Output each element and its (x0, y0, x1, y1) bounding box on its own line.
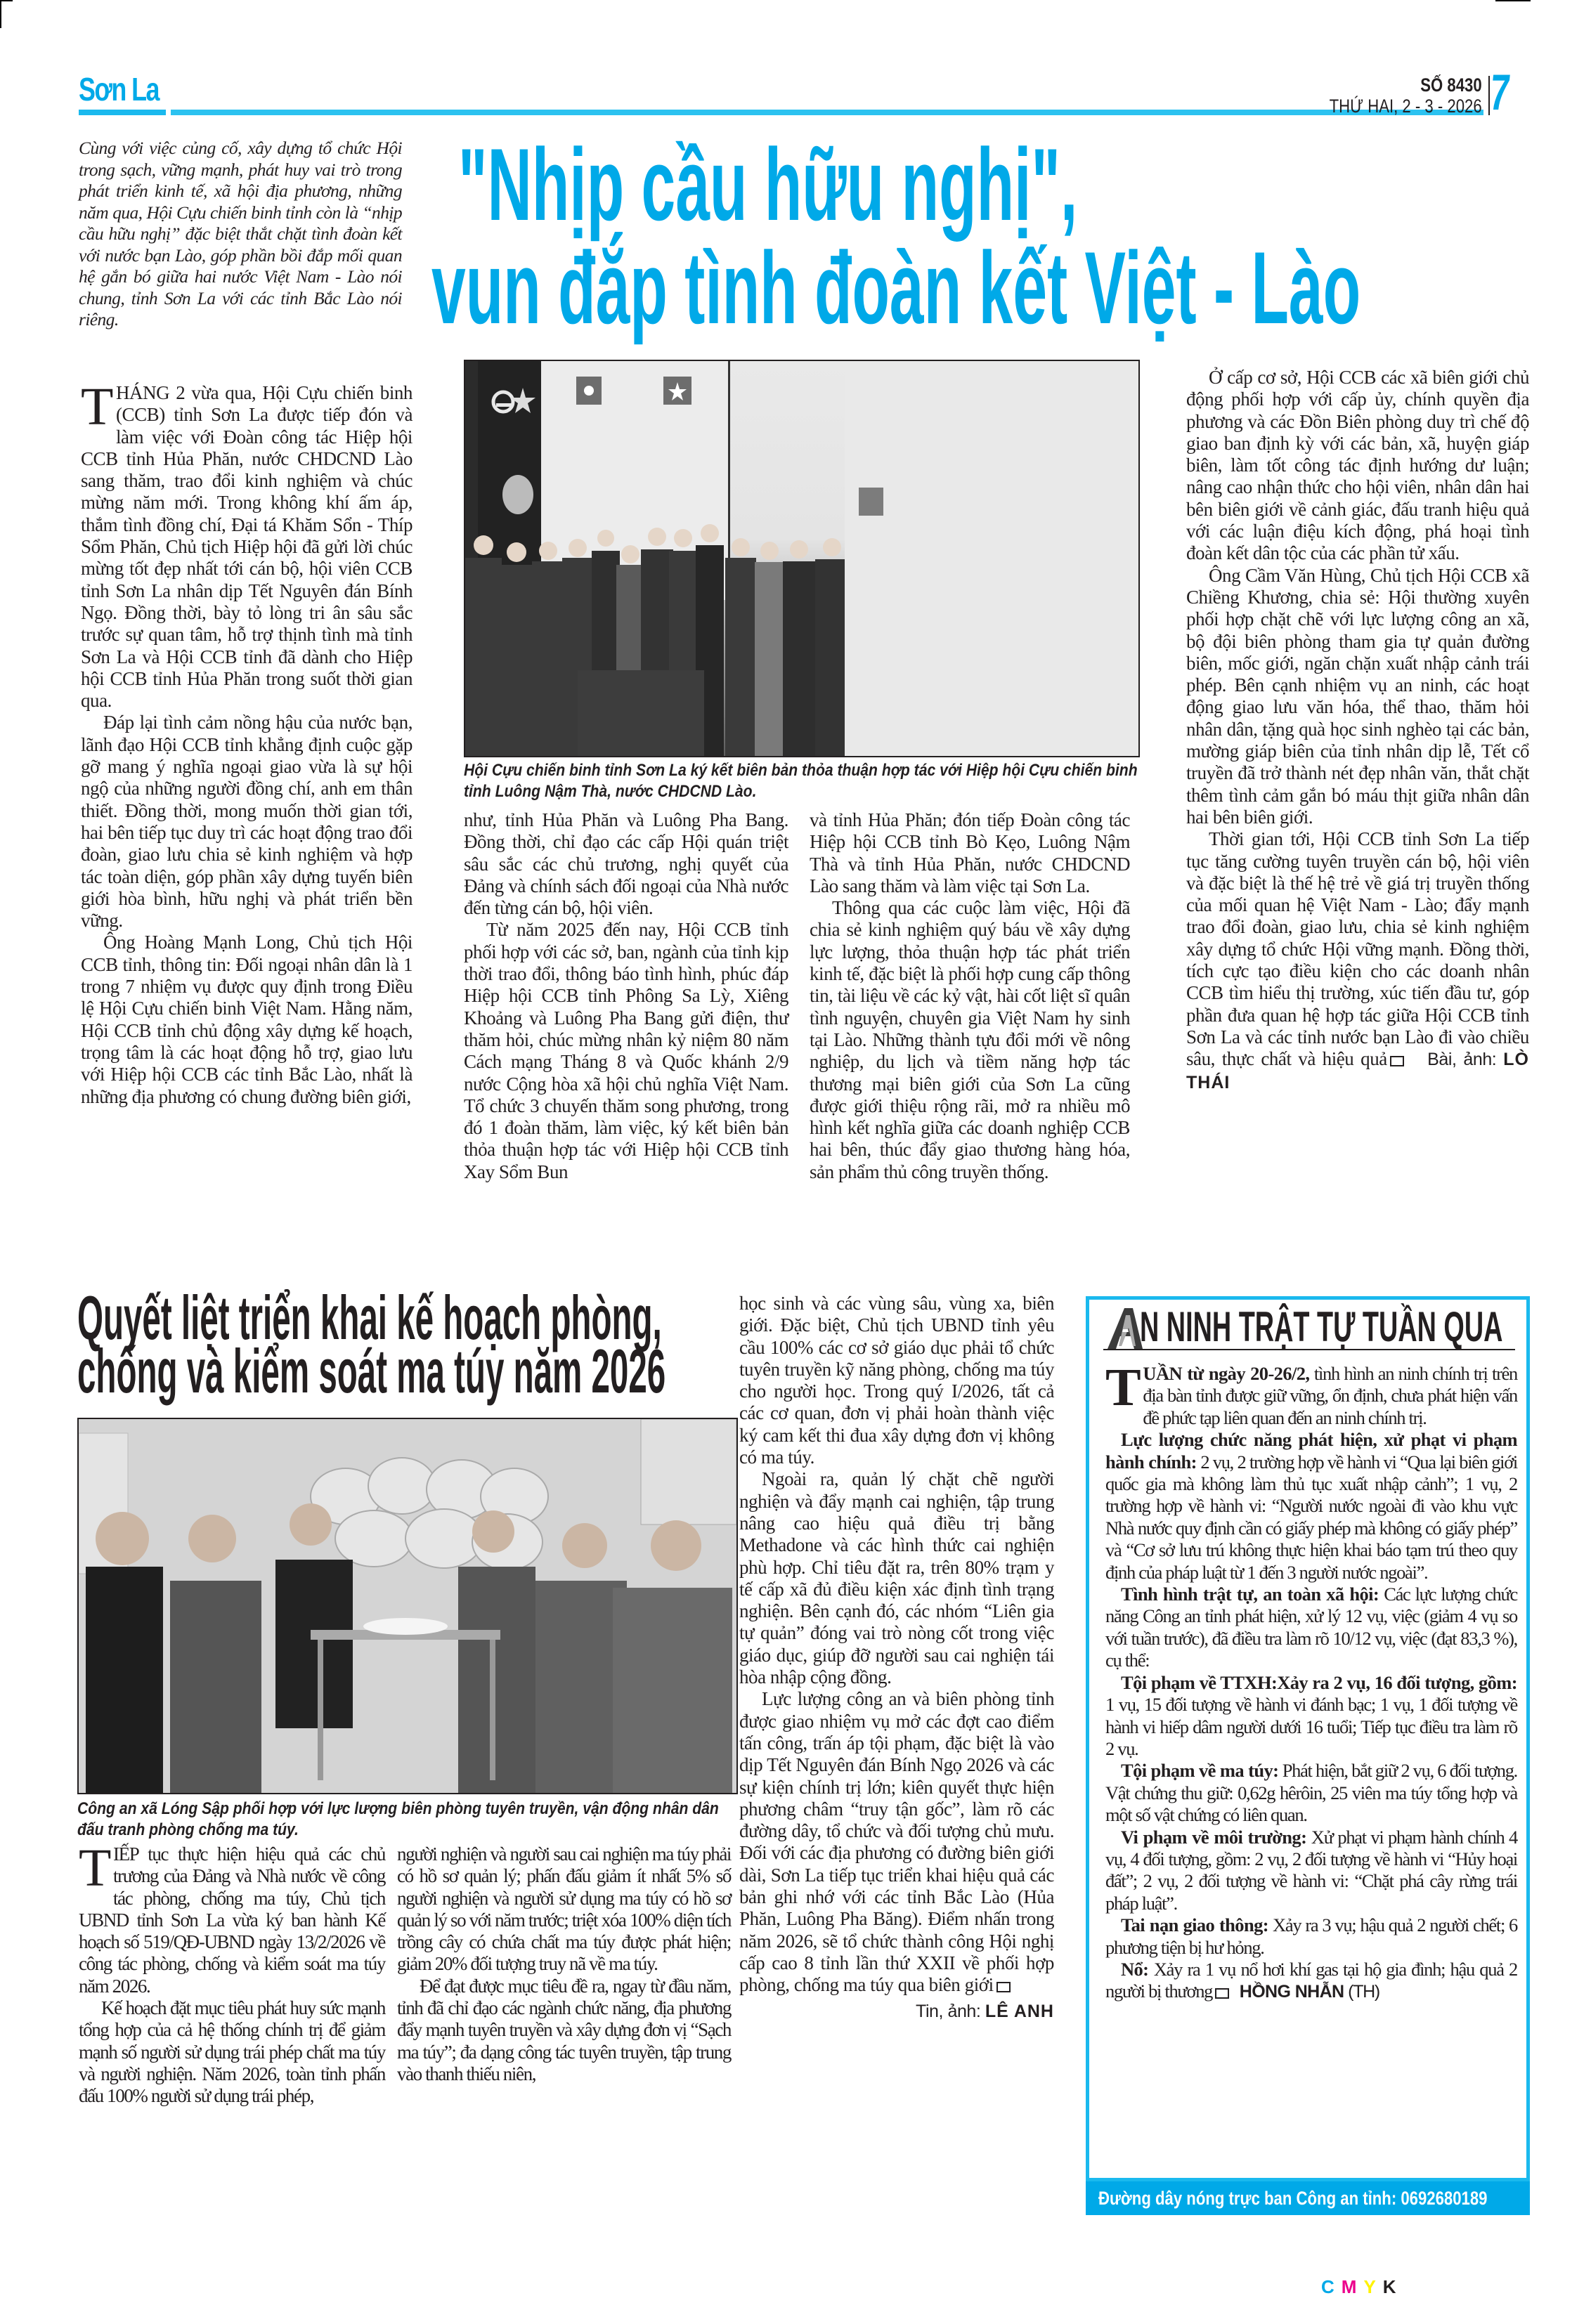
drug-article-headline (77, 1283, 666, 1406)
byline-label: Bài, ảnh: (1427, 1050, 1497, 1070)
main-article-column-1 (81, 377, 413, 1108)
security-box-title: N NINH TRẬT TỰ TUẦN QUA (1140, 1303, 1503, 1350)
paragraph: tình hình an ninh chính trị trên địa bàn tỉnh được giữ vững, ổn định, chưa phát hiện vấn đề phức tạp liên quan đến an ninh chính trị. (1143, 1363, 1518, 1428)
paragraph: IẾP tục thực hiện hiệu quả các chủ trương của Đảng và Nhà nước về công tác phòng, chống ma túy, Chủ tịch UBND tỉnh Sơn La vừa ký ban hành Kế hoạch số 519/QĐ-UBND ngày 13/2/2026 về công tác phòng, chống và kiểm soát ma túy năm 2026. (79, 1843, 385, 1997)
report-item-text: 2 vụ, 2 trường hợp về hành vi “Qua lại biên giới quốc gia mà không làm thủ tục xuất nhập cảnh”; 1 vụ, 2 trường hợp về hành vi: “Người nước ngoài đi vào khu vực Nhà nước quy định cần có giấy phép mà không có giấy phép” và “Cơ sở lưu trú không thực hiện khai báo tạm trú theo quy định của pháp luật từ 1 đến 3 người nước ngoài”. (1105, 1451, 1517, 1583)
photo-illustration (79, 1419, 736, 1793)
paragraph: Ông Hoàng Mạnh Long, Chủ tịch Hội CCB tỉnh, thông tin: Đối ngoại nhân dân là 1 trong 7 nhiệm vụ được quy định trong Điều lệ Hội Cựu chiến binh Việt Nam. Hằng năm, Hội CCB tỉnh chủ động xây dựng kế hoạch, trọng tâm là các hoạt động hỗ trợ, giao lưu với Hiệp hội CCB các tỉnh Bắc Lào, nhất là những địa phương có chung đường biên giới, (81, 932, 413, 1107)
main-article-column-3 (810, 809, 1130, 1183)
paragraph: người nghiện và người sau cai nghiện ma túy phải có hồ sơ quản lý; phấn đấu giảm ít nhất 5% số người nghiện và người sử dụng ma túy có hồ sơ quản lý so với năm trước; triệt xóa 100% diện tích trồng cây có chứa chất ma túy được phát hiện; giảm 20% đối tượng truy nã về ma túy. (397, 1843, 731, 1975)
drop-cap: T (81, 377, 113, 436)
hotline-text: Đường dây nóng trực ban Công an tỉnh: 0692680189 (1098, 2188, 1488, 2209)
issue-date: THỨ HAI, 2 - 3 - 2026 (1329, 96, 1482, 117)
hotline-banner (1086, 2181, 1530, 2215)
report-item (1105, 1760, 1517, 1826)
main-article-column-2 (464, 809, 788, 1183)
article-sapo: Cùng với việc củng cố, xây dựng tổ chức Hội trong sạch, vững mạnh, phát huy vai trò trong phát triển kinh tế, xã hội địa phương, những năm qua, Hội Cựu chiến binh tỉnh còn là “nhịp cầu hữu nghị” đặc biệt thắt chặt tình đoàn kết với nước bạn Lào, góp phần bồi đắp mối quan hệ gắn bó giữa hai nước Việt Nam - Lào nói chung, tỉnh Sơn La với các tỉnh Bắc Lào nói riêng. (79, 138, 402, 329)
end-mark-icon (1390, 1056, 1404, 1066)
main-headline-line2: vun đắp tình đoàn kết Việt - Lào (431, 230, 1361, 345)
report-item (1105, 1672, 1517, 1761)
issue-info (1330, 74, 1482, 117)
drug-headline-line1: Quyết liệt triển khai kế hoạch phòng, (77, 1283, 662, 1352)
paragraph: như, tỉnh Hủa Phăn và Luông Pha Bang. Đồng thời, chỉ đạo các cấp Hội quán triệt sâu sắc các chủ trương, nghị quyết của Đảng và chính sách đối ngoại của Nhà nước đến từng cán bộ, hội viên. (464, 809, 788, 919)
paragraph: Lực lượng công an và biên phòng tỉnh được giao nhiệm vụ mở các đợt cao điểm tấn công, trấn áp tội phạm, đặc biệt là vào dịp Tết Nguyên đán Bính Ngọ 2026 và các sự kiện chính trị lớn; kiên quyết thực hiện phương châm “truy tận gốc”, làm rõ các đường dây, tổ chức và đối tượng chủ mưu. Đối với các địa phương có đường biên giới dài, Sơn La tiếp tục triển khai hiệu quả các bản ghi nhớ với các tỉnh Bắc Lào (Hủa Phăn, Luông Pha Băng). Điểm nhấn trong năm 2026, sẽ tổ chức thành công Hội nghị cấp cao 8 tỉnh lần thứ XXII về phối hợp phòng, chống ma túy qua biên giới (739, 1688, 1054, 1996)
main-article-column-4 (1186, 367, 1529, 1094)
signing-ceremony-photo (464, 360, 1140, 757)
paragraph: Thời gian tới, Hội CCB tỉnh Sơn La tiếp tục tăng cường tuyên truyền cán bộ, hội viên và đặc biệt là thế hệ trẻ về giá trị truyền thống của mối quan hệ Việt Nam - Lào; đẩy mạnh trao đổi đoàn, giao lưu, chia sẻ kinh nghiệm xây dựng tổ chức Hội vững mạnh. Đồng thời, tích cực tạo điều kiện cho các doanh nhân CCB tìm hiểu thị trường, xúc tiến đầu tư, góp phần đưa quan hệ hợp tác giữa Hội CCB tỉnh Sơn La và các tỉnh nước bạn Lào đi vào chiều sâu, thực chất và hiệu quả (1186, 828, 1529, 1070)
cmyk-y: Y (1363, 2276, 1383, 2297)
header-rule-short (79, 110, 166, 115)
laos-flag (576, 377, 602, 405)
byline (739, 2001, 1054, 2023)
drug-headline-line2: chống và kiểm soát ma túy năm 2026 (77, 1336, 666, 1406)
bust-statue (502, 475, 533, 514)
drug-article-column-1 (79, 1839, 385, 2108)
photo-illustration (465, 361, 1138, 756)
drug-prevention-photo (77, 1418, 738, 1794)
paragraph: Để đạt được mục tiêu đề ra, ngay từ đầu năm, tỉnh đã chỉ đạo các ngành chức năng, địa phương đẩy mạnh tuyên truyền và xây dựng đơn vị “Sạch ma túy”; đa dạng công tác tuyên truyền, tập trung vào thanh thiếu niên, (397, 1975, 731, 2084)
crop-mark (1495, 0, 1531, 1)
cmyk-k: K (1382, 2276, 1403, 2297)
report-item-text: Xảy ra 3 vụ; hậu quả 2 người chết; 6 phương tiện bị hư hỏng. (1105, 1914, 1518, 1958)
report-item (1105, 1429, 1517, 1584)
end-mark-icon (996, 1982, 1011, 1992)
report-item (1105, 1827, 1517, 1915)
report-item (1105, 1914, 1517, 1959)
paragraph: Thông qua các cuộc làm việc, Hội đã chia sẻ kinh nghiệm quý báu về xây dựng lực lượng, thỏa thuận hợp tác phát triển kinh tế, đặc biệt là phối hợp cung cấp thông tin, tài liệu về các kỷ vật, hài cốt liệt sĩ quân tình nguyện, chuyên gia Việt Nam hy sinh tại Lào. Những thành tựu đổi mới về nông nghiệp, du lịch và tiềm năng hợp tác thương mại biên giới của Sơn La cũng được giới thiệu rộng rãi, mở ra nhiều mô hình kết nghĩa giữa các doanh nghiệp CCB hai bên, thúc đẩy giao thương hàng hóa, sản phẩm thủ công truyền thống. (810, 897, 1130, 1182)
paragraph: HÁNG 2 vừa qua, Hội Cựu chiến binh (CCB) tỉnh Sơn La được tiếp đón và làm việc với Đoàn công tác Hiệp hội CCB tỉnh Hủa Phăn, nước CHDCND Lào sang thăm, trao đổi kinh nghiệm và chúc mừng năm mới. Trong không khí ấm áp, thắm tình đồng chí, Đại tá Khăm Sổn - Thíp Sổm Phăn, Chủ tịch Hiệp hội đã gửi lời chúc mừng tốt đẹp nhất tới cán bộ, hội viên CCB tỉnh Sơn La nhân dịp Tết Nguyên đán Bính Ngọ. Đồng thời, bày tỏ lòng tri ân sâu sắc trước sự quan tâm, hỗ trợ thịnh tình mà tỉnh Sơn La và Hội CCB tỉnh đã dành cho Hiệp hội CCB tỉnh Hủa Phăn trong suốt thời gian qua. (81, 382, 413, 712)
paragraph: Kế hoạch đặt mục tiêu phát huy sức mạnh tổng hợp của cả hệ thống chính trị để giảm mạnh số người sử dụng trái phép chất ma túy và người nghiện. Năm 2026, toàn tỉnh phấn đấu 100% người sử dụng trái phép, (79, 1997, 385, 2107)
report-item-text: 1 vụ, 15 đối tượng về hành vi đánh bạc; 1 vụ, 1 đối tượng về hành vi hiếp dâm người dưới 16 tuổi; Tiếp tục điều tra làm rõ 2 vụ. (1105, 1694, 1517, 1759)
crop-mark (0, 0, 13, 1)
report-item (1105, 1959, 1517, 2004)
byline (1240, 1982, 1379, 2002)
report-item-text: Các lực lượng chức năng Công an tỉnh phát hiện, xử lý 12 vụ, việc (giảm 4 vụ so với tuần trước), đã điều tra làm rõ 10/12 vụ, việc (đạt 83,3 %), cụ thể: (1105, 1584, 1517, 1671)
byline-author: HỒNG NHẪN (1239, 1982, 1344, 2002)
drop-cap: T (1105, 1358, 1141, 1417)
report-item-label: Tình hình trật tự, an toàn xã hội: (1121, 1584, 1379, 1605)
report-item-text: Xảy ra 1 vụ nổ hơi khí gas tại hộ gia đình; hậu quả 2 người bị thương (1105, 1958, 1517, 2002)
paragraph: Từ năm 2025 đến nay, Hội CCB tỉnh phối hợp với các sở, ban, ngành của tỉnh kịp thời trao đổi, thông báo tình hình, phúc đáp Hiệp hội CCB tỉnh Phông Sa Lỳ, Xiêng Khoảng và Luông Pha Bang gửi điện, thư thăm hỏi, chúc mừng nhân kỷ niệm 80 năm Cách mạng Tháng 8 và Quốc khánh 2/9 nước Cộng hòa xã hội chủ nghĩa Việt Nam. Tổ chức 3 chuyến thăm song phương, trong đó 1 đoàn thăm, làm việc, ký kết biên bản thỏa thuận hợp tác với Hiệp hội CCB tỉnh Xay Sổm Bun (464, 919, 788, 1182)
header-rule-long (171, 110, 1483, 115)
cmyk-registration (1321, 2276, 1403, 2298)
drug-photo-caption: Công an xã Lóng Sập phối hợp với lực lượng biên phòng tuyên truyền, vận động nhân dân đấu tranh phòng chống ma túy. (77, 1799, 719, 1839)
vietnam-flag (663, 377, 691, 405)
report-item-label: Nổ: (1121, 1958, 1149, 1980)
report-item (1105, 1584, 1517, 1672)
report-item-text: Phát hiện, bắt giữ 2 vụ, 6 đối tượng. Vật chứng thu giữ: 0,62g hêrôin, 25 viên ma túy tổng hợp và một số vật chứng có liên quan. (1105, 1760, 1517, 1826)
report-item-label: Vi phạm về môi trường: (1121, 1826, 1307, 1848)
report-item-text: Xử phạt vi phạm hành chính 4 vụ, 4 đối tượng, gồm: 2 vụ, 2 đối tượng về hành vi “Hủy hoại đất”; 2 vụ, 2 đối tượng về hành vi: “Chặt phá cây rừng trái pháp luật”. (1105, 1826, 1517, 1914)
byline-author: LÊ ANH (985, 2001, 1054, 2021)
report-item-label: Tai nạn giao thông: (1121, 1914, 1268, 1936)
drop-cap: T (79, 1839, 111, 1898)
section-name: Sơn La (79, 71, 159, 107)
report-item-label: Tội phạm về ma túy: (1121, 1760, 1279, 1782)
paragraph: học sinh và các vùng sâu, vùng xa, biên giới. Đặc biệt, Chủ tịch UBND tỉnh yêu cầu 100% các cơ sở giáo dục phải tổ chức tuyên truyền kỹ năng phòng, chống ma túy cho người học. Trong quý I/2026, tất cả các cơ quan, đơn vị phải hoàn thành việc ký cam kết thi đua xây dựng đơn vị không có ma túy. (739, 1293, 1054, 1468)
signing-table (578, 670, 704, 756)
cmyk-c: C (1321, 2276, 1342, 2297)
paragraph: Ông Cầm Văn Hùng, Chủ tịch Hội CCB xã Chiềng Khương, chia sẻ: Hội thường xuyên phối hợp chặt chẽ với lực lượng công an xã, bộ đội biên phòng tham gia tự quản đường biên, mốc giới, ngăn chặn xuất nhập cảnh trái phép. Bên cạnh nhiệm vụ an ninh, các hoạt động giao lưu văn hóa, thể thao, thăm hỏi nhân dân, tặng quà học sinh nghèo tại các bản, mường giáp biên của tỉnh nhân dịp lễ, Tết cổ truyền đã trở thành nét đẹp nhân văn, thắt chặt thêm tình cảm gắn bó máu thịt giữa nhân dân hai bên biên giới. (1186, 564, 1529, 828)
paragraph: và tỉnh Hủa Phăn; đón tiếp Đoàn công tác Hiệp hội CCB tỉnh Bò Kẹo, Luông Nậm Thà và tỉnh Hủa Phăn, nước CHDCND Lào sang thăm và làm việc tại Sơn La. (810, 809, 1130, 896)
main-photo-caption: Hội Cựu chiến binh tỉnh Sơn La ký kết biên bản thỏa thuận hợp tác với Hiệp hội Cựu chiến binh tỉnh Luông Nậm Thà, nước CHDCND Lào. (464, 761, 1138, 801)
main-headline-line1: "Nhịp cầu hữu nghị", (458, 127, 1078, 242)
byline-suffix: (TH) (1348, 1982, 1379, 2002)
paragraph: Đáp lại tình cảm nồng hậu của nước bạn, lãnh đạo Hội CCB tỉnh khẳng định cuộc gặp gỡ mang ý nghĩa ngoại giao vừa là sự hội ngộ của những người đồng chí, anh em thân thiết. Đồng thời, mong muốn thời gian tới, hai bên tiếp tục duy trì các hoạt động trao đổi đoàn, giao lưu chia sẻ kinh nghiệm và hợp tác toàn diện, góp phần xây dựng tuyến biên giới hòa bình, hữu nghị và phát triển bền vững. (81, 712, 413, 932)
drug-article-column-2 (397, 1843, 731, 2085)
byline-label: Tin, ảnh: (916, 2001, 981, 2021)
paragraph: Ngoài ra, quản lý chặt chẽ người nghiện và đẩy mạnh cai nghiện, tập trung nâng cao hiệu quả điều trị bằng Methadone và các hình thức cai nghiện phù hợp. Chỉ tiêu đặt ra, trên 80% trạm y tế cấp xã đủ điều kiện xác định tình trạng nghiện. Bên cạnh đó, các nhóm “Liên gia tự quản” đóng vai trò nòng cốt trong việc giáo dục, giúp đỡ người sau cai nghiện tái hòa nhập cộng đồng. (739, 1468, 1054, 1688)
sacks (311, 1458, 548, 1570)
cmyk-m: M (1341, 2276, 1364, 2297)
issue-number: SỐ 8430 (1420, 74, 1482, 96)
report-item-label: Tội phạm về TTXH:Xảy ra 2 vụ, 16 đối tượng, gồm: (1121, 1671, 1517, 1693)
security-box-body (1105, 1358, 1518, 2004)
end-mark-icon (1215, 1988, 1229, 1999)
crop-mark (0, 0, 1, 28)
drug-article-column-3 (739, 1293, 1054, 2023)
report-period: UẦN từ ngày 20-26/2, (1143, 1363, 1310, 1384)
paragraph: Ở cấp cơ sở, Hội CCB các xã biên giới chủ động phối hợp với cấp ủy, chính quyền địa phương và các Đồn Biên phòng duy trì chế độ giao ban định kỳ với các bản, xã, huyện giáp biên, làm tốt công tác định hướng dư luận; nâng cao nhận thức cho hội viên, nhân dân hai bên biên giới về cảnh giác, đấu tranh hiệu quả với các luận điệu kích động, phá hoại tình đoàn kết dân tộc của các phần tử xấu. (1186, 367, 1529, 564)
byline-author: LÒ THÁI (1186, 1050, 1529, 1092)
report-item-label: Lực lượng chức năng phát hiện, xử phạt vi phạm hành chính: (1105, 1429, 1517, 1473)
page-number: 7 (1487, 65, 1513, 121)
